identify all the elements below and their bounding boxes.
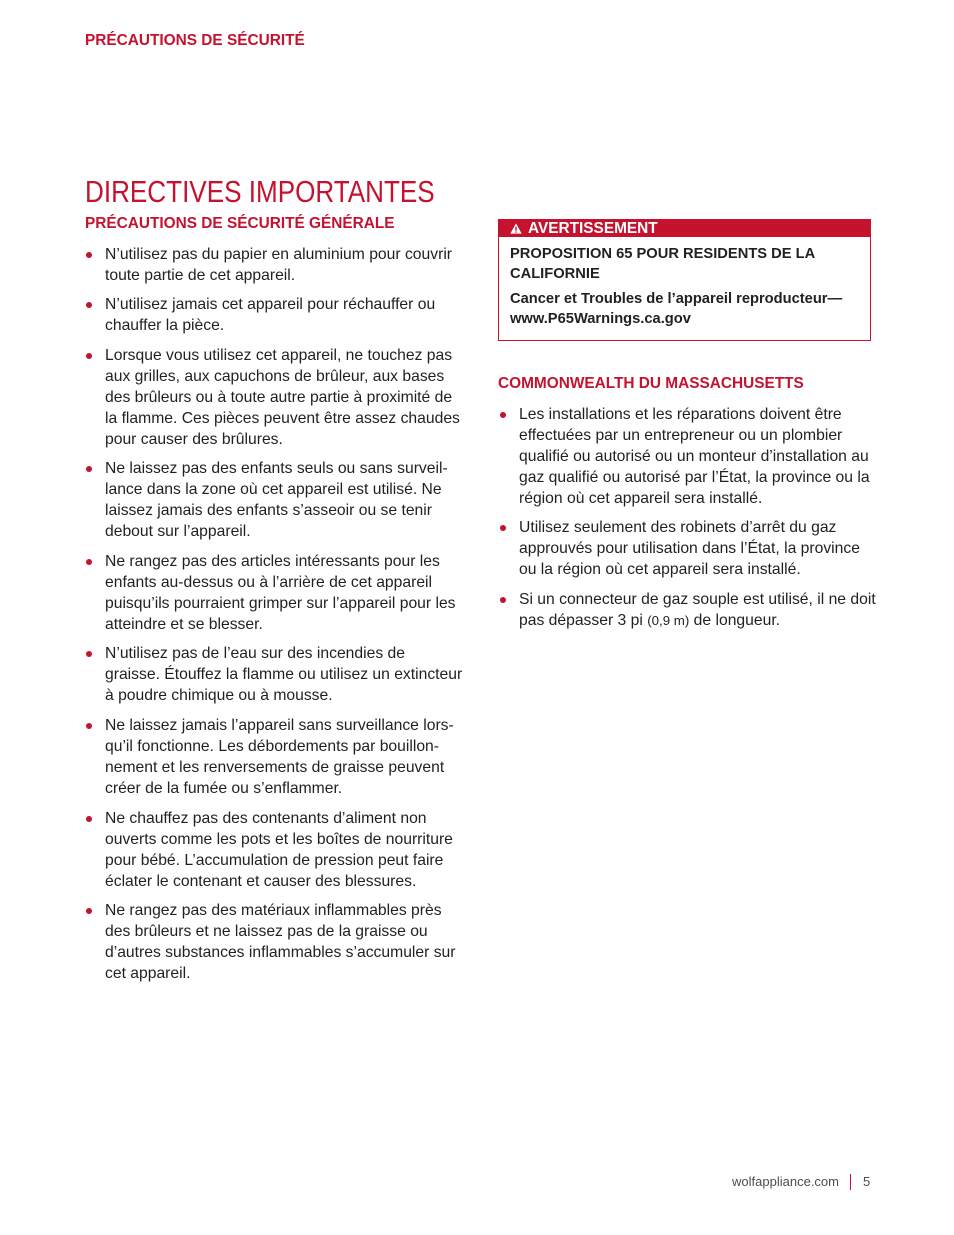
list-item-line: debout sur l’appareil. — [105, 523, 251, 541]
footer-divider — [850, 1174, 852, 1190]
list-item-line — [519, 610, 919, 631]
list-item — [85, 808, 475, 892]
bullet-icon — [86, 302, 92, 308]
warning-heading-line: PROPOSITION 65 POUR RESIDENTS DE LA — [510, 246, 816, 262]
metric-conversion: (0,9 m) — [647, 612, 690, 628]
general-precautions-list — [85, 244, 475, 993]
list-item-line: qualifié ou autorisé ou un monteur d’installation au — [519, 447, 869, 465]
list-item-line: Ne laissez pas des enfants seuls ou sans surveil- — [105, 460, 448, 478]
list-item — [85, 458, 475, 542]
list-item-line: Les installations et les réparations doivent être — [519, 405, 842, 423]
bullet-icon — [86, 466, 92, 472]
list-item-line: d’autres substances inflammables s’accumuler sur — [105, 944, 456, 962]
list-item-line: toute partie de cet appareil. — [105, 266, 296, 284]
list-item-line: ou la région où cet appareil sera installé. — [519, 561, 801, 579]
list-item-line: des brûleurs ou à toute autre partie à proximité de — [105, 388, 453, 406]
bullet-icon — [500, 525, 506, 531]
list-item-line: Ne chauffez pas des contenants d’aliment non — [105, 809, 427, 827]
bullet-icon — [86, 723, 92, 729]
line-segment: pas dépasser 3 pi — [519, 611, 648, 629]
bullet-icon — [500, 597, 506, 603]
list-item-line: Ne rangez pas des matériaux inflammables près — [105, 902, 442, 920]
list-item-line: atteindre et se blesser. — [105, 615, 263, 633]
massachusetts-heading: COMMONWEALTH DU MASSACHUSETTS — [498, 375, 804, 392]
list-item-line: à poudre chimique ou à mousse. — [105, 687, 333, 705]
list-item-line: puisqu’ils pourraient grimper sur l’appareil pour les — [105, 594, 456, 612]
list-item-line: approuvés pour utilisation dans l’État, la province — [519, 540, 860, 558]
list-item — [85, 294, 475, 336]
bullet-icon — [86, 353, 92, 359]
warning-heading-line: CALIFORNIE — [510, 266, 600, 282]
list-item-line: Si un connecteur de gaz souple est utilisé, il ne doit — [519, 590, 876, 608]
warning-body — [499, 237, 870, 329]
list-item-line: lance dans la zone où cet appareil est utilisé. Ne — [105, 481, 442, 499]
line-segment: de longueur. — [689, 611, 781, 629]
list-item-line: éclater le contenant et causer des blessures. — [105, 872, 417, 890]
list-item — [85, 244, 475, 286]
section-running-head: PRÉCAUTIONS DE SÉCURITÉ — [85, 32, 305, 49]
list-item-line: Ne laissez jamais l’appareil sans surveillance lors- — [105, 717, 454, 735]
warning-heading — [510, 244, 870, 284]
bullet-icon — [86, 816, 92, 822]
bullet-icon — [500, 412, 506, 418]
warning-statement: Cancer et Troubles de l’appareil reproducteur— — [510, 291, 843, 307]
list-item-line: N’utilisez pas de l’eau sur des incendies de — [105, 645, 405, 663]
list-item-line: la flamme. Ces pièces peuvent être assez chaudes — [105, 409, 460, 427]
list-item — [85, 551, 475, 635]
warning-triangle-icon — [510, 223, 522, 234]
page-number: 5 — [863, 1174, 871, 1189]
list-item-line: aux grilles, aux capuchons de brûleur, aux bases — [105, 367, 445, 385]
list-item-line: N’utilisez jamais cet appareil pour réchauffer ou — [105, 296, 436, 314]
list-item-line: Utilisez seulement des robinets d’arrêt du gaz — [519, 519, 837, 537]
bullet-icon — [86, 908, 92, 914]
list-item — [499, 404, 919, 509]
general-precautions-heading: PRÉCAUTIONS DE SÉCURITÉ GÉNÉRALE — [85, 215, 395, 232]
list-item-line: Ne rangez pas des articles intéressants pour les — [105, 552, 440, 570]
list-item-line: N’utilisez pas du papier en aluminium pour couvrir — [105, 245, 453, 263]
footer-website-link[interactable]: wolfappliance.com — [732, 1174, 839, 1189]
list-item-line: laissez jamais des enfants s’asseoir ou se tenir — [105, 502, 432, 520]
list-item — [85, 900, 475, 984]
bullet-icon — [86, 252, 92, 258]
bullet-icon — [86, 651, 92, 657]
list-item-line: cet appareil. — [105, 965, 191, 983]
list-item-line: graisse. Étouffez la flamme ou utilisez un extincteur — [105, 666, 463, 684]
list-item-line: ouverts comme les pots et les boîtes de nourriture — [105, 830, 453, 848]
warning-statement-block — [510, 289, 870, 329]
list-item-line: nement et les renversements de graisse peuvent — [105, 759, 445, 777]
list-item-line: gaz qualifié ou autorisé par l’État, la province ou la — [519, 468, 870, 486]
list-item — [85, 643, 475, 706]
warning-url-link[interactable]: www.P65Warnings.ca.gov — [510, 311, 691, 327]
list-item — [499, 517, 919, 580]
bullet-icon — [86, 559, 92, 565]
warning-label: AVERTISSEMENT — [528, 220, 658, 237]
list-item — [499, 589, 919, 631]
list-item — [85, 345, 475, 450]
list-item-line: pour causer des brûlures. — [105, 430, 283, 448]
list-item-line: Lorsque vous utilisez cet appareil, ne touchez pas — [105, 346, 453, 364]
list-item-line: effectuées par un entrepreneur ou un plombier — [519, 426, 843, 444]
list-item-line: chauffer la pièce. — [105, 317, 225, 335]
list-item-line: des brûleurs et ne laissez pas de la graisse ou — [105, 923, 428, 941]
warning-header-bar — [499, 220, 870, 237]
list-item-line: enfants au-dessus ou à l’arrière de cet appareil — [105, 573, 433, 591]
massachusetts-list — [499, 404, 919, 640]
warning-box — [498, 219, 871, 341]
list-item-line: région où cet appareil sera installé. — [519, 489, 763, 507]
list-item-line: créer de la fumée ou s’enflammer. — [105, 780, 343, 798]
page-title: DIRECTIVES IMPORTANTES — [85, 175, 435, 209]
list-item-line: pour bébé. L’accumulation de pression peut faire — [105, 851, 444, 869]
list-item — [85, 715, 475, 799]
list-item-line: qu’il fonctionne. Les débordements par bouillon- — [105, 738, 440, 756]
